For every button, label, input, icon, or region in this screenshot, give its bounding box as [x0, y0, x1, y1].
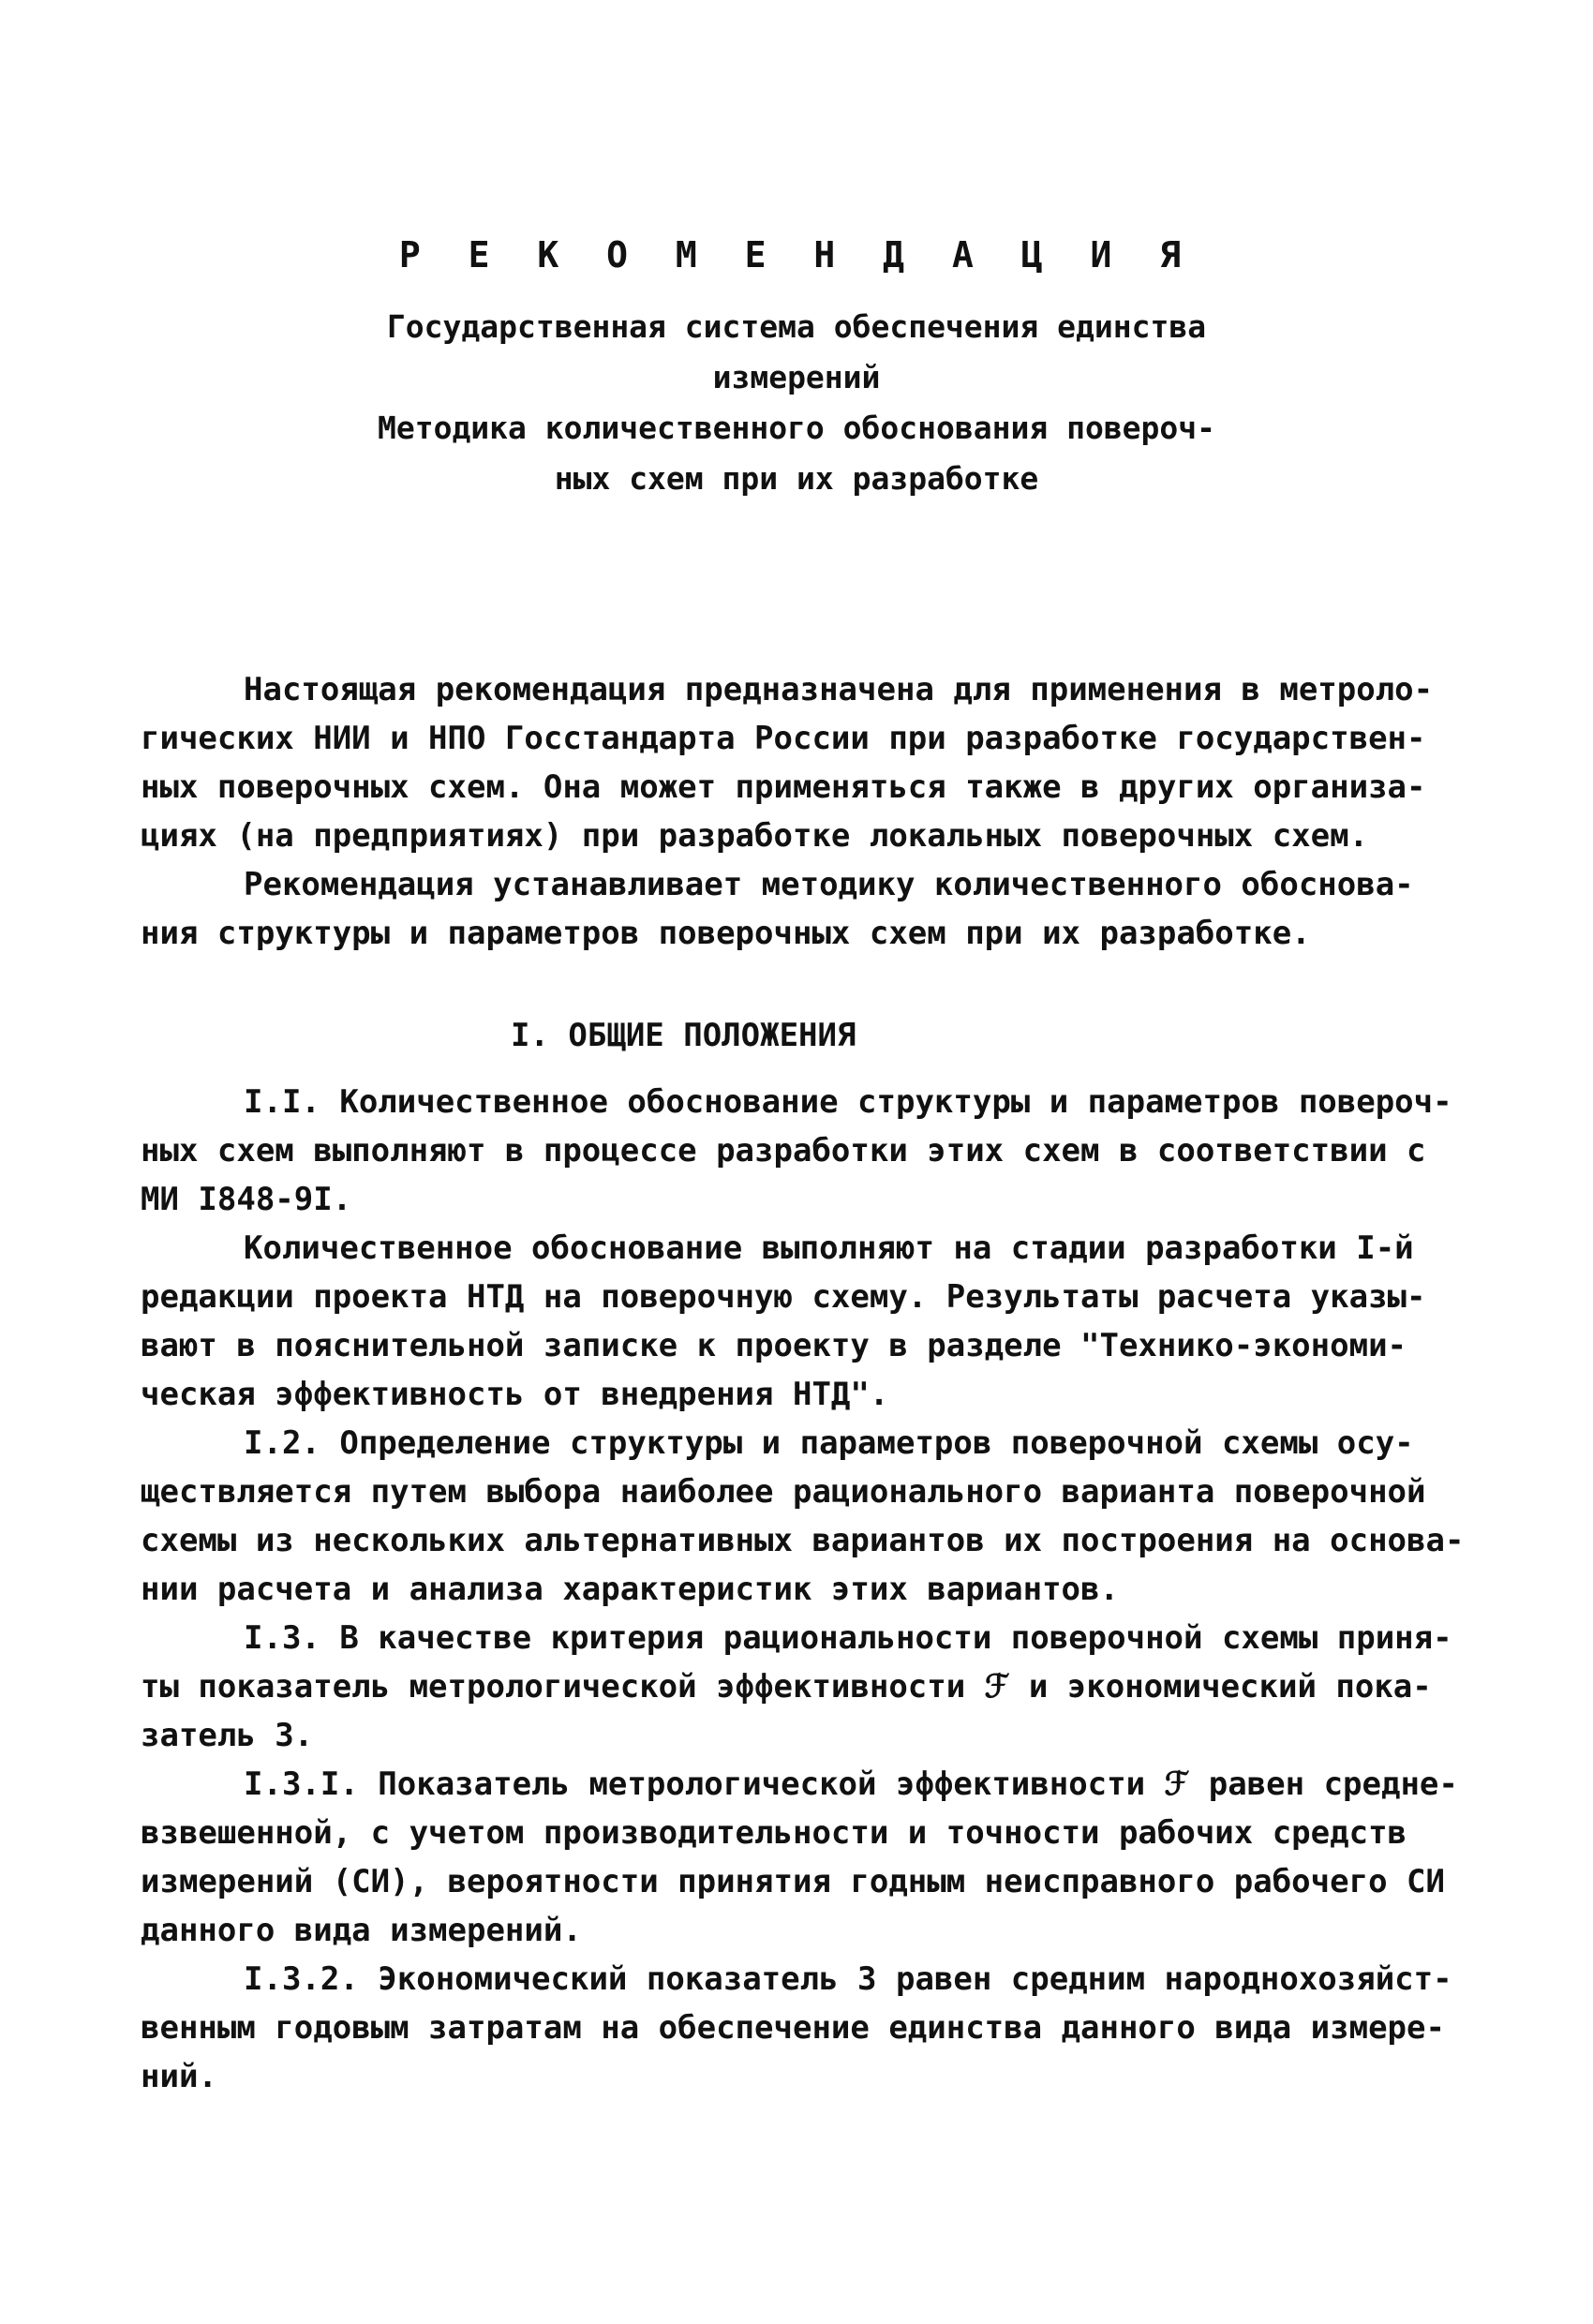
intro-section: [141, 665, 1452, 958]
p1-3-line-2: ты показатель метрологической эффективности ℱ и экономический пока-: [141, 1668, 1432, 1706]
p1-3-1-line-1: I.3.I. Показатель метрологической эффективности ℱ равен средне-: [244, 1765, 1458, 1803]
p1-1b-line-2: редакции проекта НТД на поверочную схему. Результаты расчета указы-: [141, 1278, 1426, 1316]
intro-p1-line-4: циях (на предприятиях) при разработке локальных поверочных схем.: [141, 817, 1369, 855]
p1-2-line-3: схемы из нескольких альтернативных вариантов их построения на основа-: [141, 1522, 1465, 1559]
p1-3-1-line-4: данного вида измерений.: [141, 1912, 582, 1949]
subtitle-line-1: Государственная система обеспечения единства: [386, 308, 1207, 345]
p1-1-line-1: I.I. Количественное обоснование структуры и параметров повероч-: [244, 1083, 1452, 1121]
intro-p2-line-2: ния структуры и параметров поверочных схем при их разработке.: [141, 915, 1311, 952]
intro-p1-line-1: Настоящая рекомендация предназначена для применения в метроло-: [244, 671, 1434, 708]
p1-2-line-4: нии расчета и анализа характеристик этих вариантов.: [141, 1571, 1119, 1608]
p1-3-line-3: затель З.: [141, 1717, 314, 1754]
p1-3-2-line-1: I.3.2. Экономический показатель З равен средним народнохозяйст-: [244, 1960, 1452, 1998]
p1-2-line-2: ществляется путем выбора наиболее рационального варианта поверочной: [141, 1473, 1426, 1511]
intro-p1-line-2: гических НИИ и НПО Госстандарта России при разработке государствен-: [141, 720, 1426, 757]
p1-3-1-line-2: взвешенной, с учетом производительности и точности рабочих средств: [141, 1814, 1407, 1852]
document-title: Р Е К О М Е Н Д А Ц И Я: [398, 234, 1195, 276]
p1-3-1-line-3: измерений (СИ), вероятности принятия годным неисправного рабочего СИ: [141, 1863, 1445, 1900]
p1-3-2-line-3: ний.: [141, 2058, 217, 2095]
subtitle-line-3: Методика количественного обоснования повероч-: [377, 410, 1216, 446]
section-heading: I. ОБЩИЕ ПОЛОЖЕНИЯ: [511, 1017, 856, 1054]
p1-1b-line-1: Количественное обоснование выполняют на стадии разработки I-й: [244, 1229, 1414, 1267]
intro-p2-line-1: Рекомендация устанавливает методику количественного обоснова-: [244, 866, 1414, 903]
subtitle-line-4: ных схем при их разработке: [554, 460, 1039, 497]
p1-3-line-1: I.3. В качестве критерия рациональности поверочной схемы приня-: [244, 1619, 1452, 1657]
intro-p1-line-3: ных поверочных схем. Она может применяться также в других организа-: [141, 768, 1426, 806]
section-body: [141, 1078, 1465, 2101]
p1-2-line-1: I.2. Определение структуры и параметров поверочной схемы осу-: [244, 1424, 1414, 1462]
p1-1-line-2: ных схем выполняют в процессе разработки этих схем в соответствии с: [141, 1132, 1426, 1169]
subtitle-line-2: измерений: [712, 359, 881, 395]
p1-3-2-line-2: венным годовым затратам на обеспечение единства данного вида измере-: [141, 2009, 1445, 2047]
p1-1b-line-4: ческая эффективность от внедрения НТД".: [141, 1376, 889, 1413]
p1-1-line-3: МИ I848-9I.: [141, 1181, 352, 1218]
p1-1b-line-3: вают в пояснительной записке к проекту в разделе "Технико-экономи-: [141, 1327, 1407, 1364]
